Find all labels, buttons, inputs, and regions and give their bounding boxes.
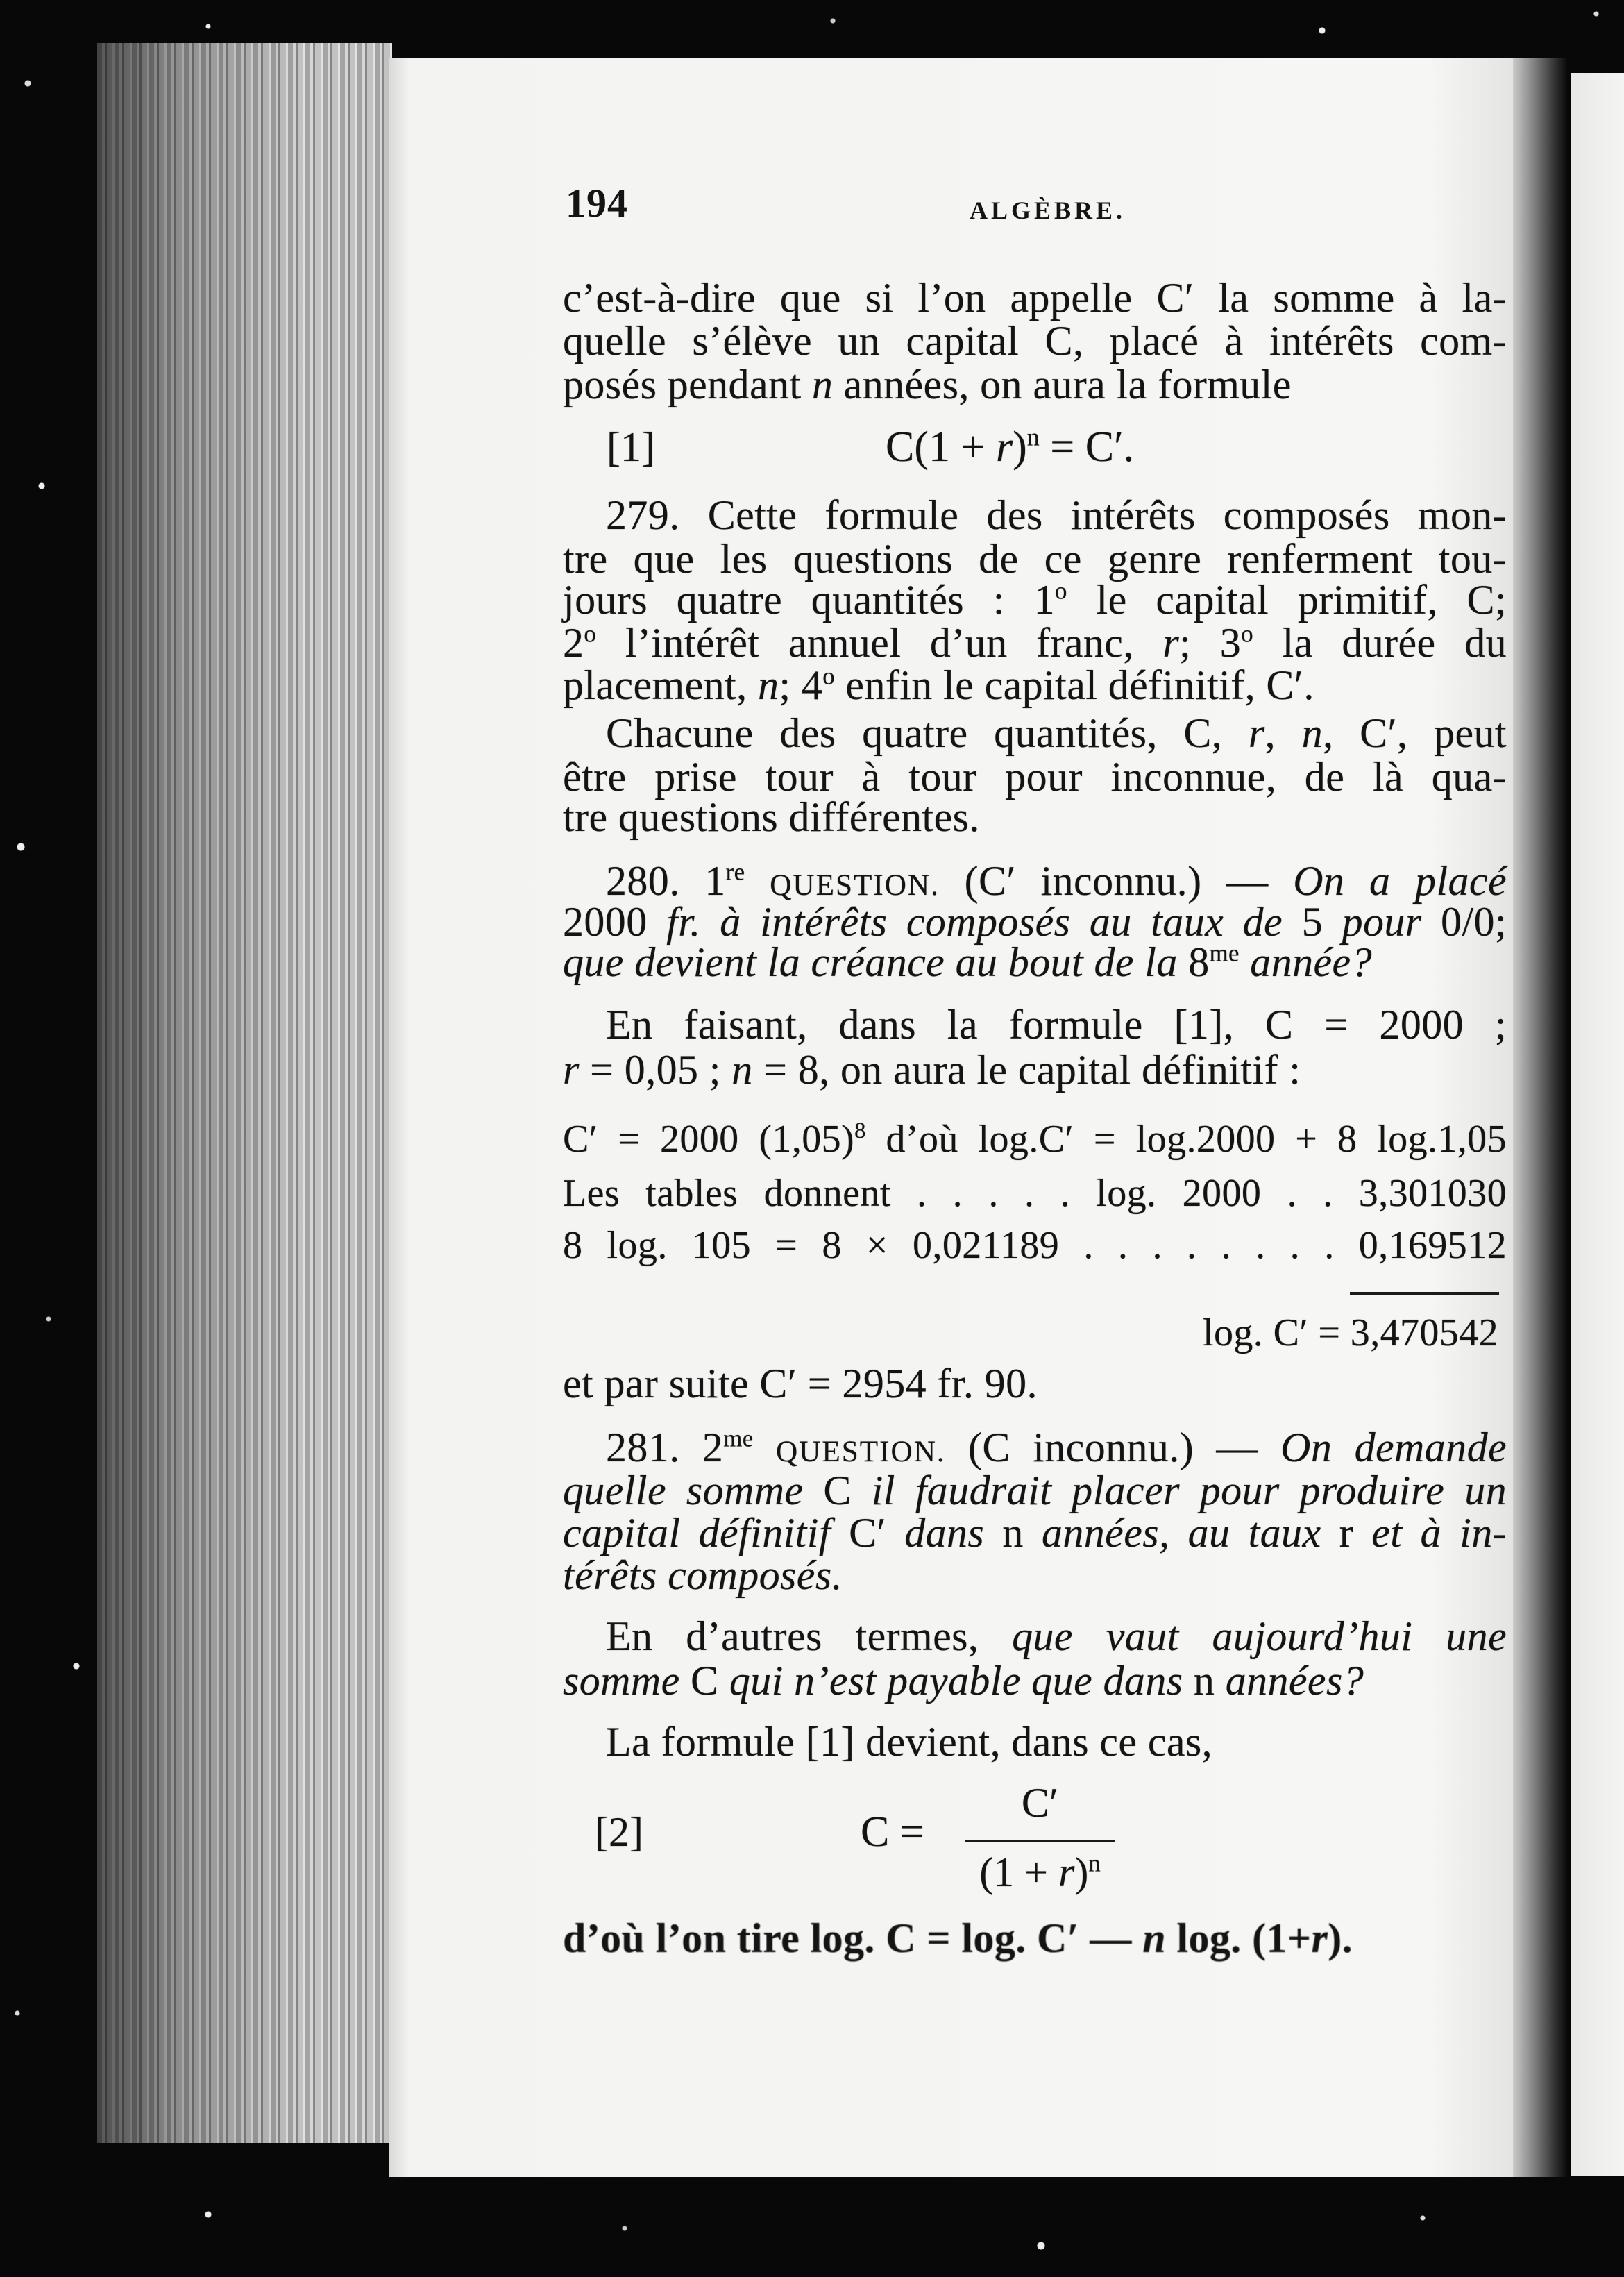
text-run: (C′ inconnu.) —: [939, 858, 1294, 904]
page-edges: [97, 43, 392, 2143]
text-line: [563, 1615, 1507, 1658]
italic-run: il faudrait placer pour produire un: [851, 1468, 1507, 1513]
text-run: et par suite C′ = 2954 fr. 90.: [563, 1361, 1038, 1406]
text-run: posés pendant: [563, 362, 812, 407]
text-run: ).: [1328, 1915, 1353, 1961]
italic-run: capital définitif: [563, 1510, 849, 1556]
text-run: c’est-à-dire que si l’on appelle C′ la somme à la-: [563, 275, 1507, 321]
text-line: [563, 1362, 1507, 1405]
text-run: [754, 1425, 776, 1470]
text-line: [563, 1917, 1507, 1960]
text-run: ,: [1264, 710, 1302, 756]
calculation-line: [563, 1172, 1507, 1215]
text-line: [563, 1469, 1507, 1512]
text-line: [563, 941, 1507, 984]
text-run: (C inconnu.) —: [945, 1425, 1281, 1470]
text-line: [563, 1720, 1507, 1763]
text-run: [745, 858, 770, 904]
text-run: = 8, on aura le capital définitif :: [752, 1047, 1301, 1093]
italic-run: quelle somme: [563, 1468, 824, 1513]
text-run: 8: [1188, 939, 1210, 985]
equation-expression: [886, 423, 1135, 471]
text-run: 8 log. 105 = 8 × 0,021189 . . . . . . . . 0,169512: [563, 1224, 1507, 1267]
text-run: d’où log.C′ = log.2000 + 8 log.1,05: [865, 1118, 1507, 1161]
italic-run: fr. à intérêts composés au taux de: [666, 899, 1302, 945]
text-line: [563, 1426, 1507, 1469]
italic-run: pour: [1342, 899, 1441, 945]
equation-number: [2]: [595, 1809, 643, 1855]
italic-run: années, au taux: [1023, 1510, 1339, 1556]
text-run: 2000: [563, 899, 667, 945]
sum-rule: [1350, 1292, 1499, 1295]
superscript: me: [723, 1425, 754, 1452]
text-line: [563, 1554, 1507, 1597]
gutter-shadow: [1512, 58, 1568, 2177]
text-line: [563, 755, 1507, 798]
text-line: [563, 1003, 1507, 1046]
text-run: tre que les questions de ce genre renferment tou-: [563, 536, 1507, 582]
text-line: [563, 621, 1507, 664]
text-line: [563, 900, 1507, 943]
text-run: quelle s’élève un capital C, placé à intérêts com-: [563, 318, 1507, 364]
text-run: 279. Cette formule des intérêts composés mon-: [606, 492, 1507, 538]
small-caps-run: QUESTION.: [770, 869, 940, 902]
text-line: [563, 276, 1507, 319]
text-run: l’intérêt annuel d’un franc,: [596, 620, 1163, 666]
superscript: o: [1241, 620, 1253, 648]
text-run: La formule [1] devient, dans ce cas,: [606, 1719, 1213, 1765]
book-page: [389, 58, 1513, 2177]
italic-run: qui n’est payable que dans: [718, 1658, 1194, 1704]
text-run: tre questions différentes.: [563, 794, 980, 840]
text-line: [563, 1659, 1507, 1702]
superscript: o: [584, 620, 597, 648]
italic-run: r: [1058, 1849, 1075, 1895]
fraction-numerator: C′: [1021, 1780, 1059, 1826]
italic-run: r: [995, 423, 1013, 471]
text-run: placement,: [563, 662, 758, 708]
text-run: C(1 +: [886, 423, 996, 471]
superscript: n: [1088, 1849, 1101, 1877]
text-run: = 0,05 ;: [579, 1047, 732, 1093]
text-run: En faisant, dans la formule [1], C = 2000 ;: [606, 1002, 1507, 1048]
text-line: [563, 796, 1507, 839]
text-run: C′ = 2000 (1,05): [563, 1118, 855, 1161]
text-run: années, on aura la formule: [833, 362, 1292, 407]
text-run: C′: [849, 1510, 887, 1556]
page-number: 194: [566, 180, 628, 226]
text-line: [563, 578, 1507, 621]
text-run: 280. 1: [606, 858, 726, 904]
text-line: [563, 537, 1507, 580]
text-run: (1 +: [979, 1849, 1059, 1895]
italic-run: térêts composés.: [563, 1552, 843, 1598]
italic-run: On demande: [1280, 1425, 1507, 1470]
text-run: C: [823, 1468, 852, 1513]
text-run: ; 4: [779, 662, 823, 708]
italic-run: n: [811, 362, 834, 407]
text-line: [563, 1048, 1507, 1091]
text-run: Les tables donnent . . . . . log. 2000 . . 3,301030: [563, 1172, 1507, 1215]
superscript: me: [1209, 939, 1240, 967]
superscript: o: [1055, 577, 1067, 605]
text-run: être prise tour à tour pour inconnue, de là qua-: [563, 754, 1507, 800]
fraction-bar: [965, 1840, 1115, 1842]
text-run: la durée du: [1253, 620, 1507, 666]
italic-run: et à in-: [1353, 1510, 1507, 1556]
superscript: 8: [854, 1118, 866, 1143]
italic-run: n: [1301, 710, 1323, 756]
calculation-result: [563, 1311, 1507, 1354]
text-run: 281. 2: [606, 1425, 724, 1470]
text-run: log. (1+: [1166, 1915, 1312, 1961]
italic-run: n: [757, 662, 779, 708]
text-run: Chacune des quatre quantités, C,: [606, 710, 1249, 756]
text-line: [563, 712, 1507, 755]
text-run: r: [1339, 1510, 1354, 1556]
italic-run: r: [563, 1047, 580, 1093]
italic-run: que vaut aujourd’hui une: [1012, 1613, 1507, 1659]
fraction-denominator: [965, 1851, 1115, 1894]
italic-run: On a placé: [1293, 858, 1507, 904]
text-run: le capital primitif, C;: [1067, 577, 1507, 623]
text-run: ): [1013, 423, 1027, 471]
text-line: [563, 1511, 1507, 1554]
text-run: log. C′ = 3,470542: [1203, 1311, 1498, 1354]
text-run: 0/0;: [1441, 899, 1507, 945]
calculation-line: [563, 1118, 1507, 1161]
text-run: = C′.: [1039, 423, 1135, 471]
text-run: n: [1193, 1658, 1215, 1704]
text-run: enfin le capital définitif, C′.: [835, 662, 1314, 708]
italic-run: r: [1248, 710, 1265, 756]
equation-lhs: C =: [861, 1808, 924, 1856]
text-line: [563, 319, 1507, 362]
text-run: ): [1074, 1849, 1089, 1895]
text-line: [563, 363, 1507, 406]
text-run: 5: [1301, 899, 1342, 945]
superscript: re: [725, 858, 745, 886]
text-run: n: [1002, 1510, 1024, 1556]
italic-run: n: [1142, 1915, 1167, 1961]
text-run: C: [691, 1658, 719, 1704]
equation-number: [1]: [607, 424, 655, 470]
text-run: 2: [563, 620, 584, 666]
italic-run: n: [731, 1047, 753, 1093]
text-line: [563, 494, 1507, 537]
italic-run: r: [1162, 620, 1180, 666]
italic-run: r: [1311, 1915, 1328, 1961]
text-line: [563, 859, 1507, 902]
text-run: d’où l’on tire log. C = log. C′ —: [563, 1915, 1143, 1961]
italic-run: que devient la créance au bout de la: [563, 939, 1189, 985]
italic-run: somme: [563, 1658, 691, 1704]
text-run: jours quatre quantités : 1: [563, 577, 1055, 623]
italic-run: année?: [1239, 939, 1372, 985]
text-run: En d’autres termes,: [606, 1613, 1013, 1659]
facing-page-edge: [1571, 73, 1624, 2176]
text-run: ; 3: [1179, 620, 1242, 666]
text-run: , C′, peut: [1323, 710, 1507, 756]
calculation-line: [563, 1224, 1507, 1267]
italic-run: années?: [1215, 1658, 1364, 1704]
text-line: [563, 664, 1507, 707]
italic-run: dans: [886, 1510, 1003, 1556]
superscript: n: [1026, 423, 1040, 451]
running-title: ALGÈBRE.: [970, 196, 1126, 224]
superscript: o: [822, 662, 836, 690]
small-caps-run: QUESTION.: [776, 1436, 946, 1468]
